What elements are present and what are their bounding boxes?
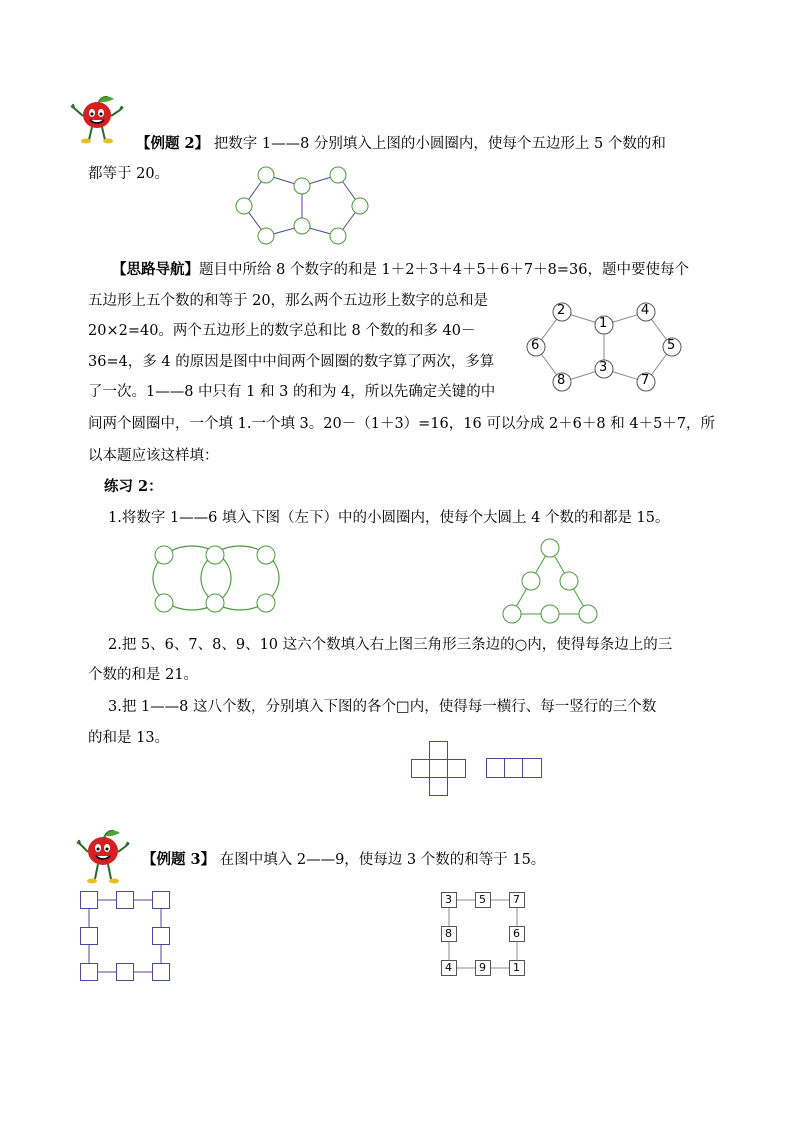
sol2-left: 6 bbox=[531, 338, 540, 353]
practice2-q1: 1.将数字 1——6 填入下图（左下）中的小圆圈内，使每个大圆上 4 个数的和都是 15。 bbox=[108, 510, 670, 526]
sol2-right: 5 bbox=[667, 338, 676, 353]
example3-line bbox=[142, 850, 545, 870]
practice2-q2-line1: 2.把 5、6、7、8、9、10 这六个数填入右上图三角形三条边的○内，使得每条边上的三 bbox=[108, 637, 673, 653]
sol3-top-mid: 5 bbox=[479, 893, 486, 906]
example2-text: 把数字 1——8 分别填入上图的小圆圈内，使每个五边形上 5 个数的和 bbox=[213, 136, 666, 152]
sol3-mid-right: 6 bbox=[513, 927, 520, 940]
sol2-top-mid: 1 bbox=[599, 316, 608, 331]
sol2-top-right: 4 bbox=[641, 303, 650, 318]
guide-line3: 20×2=40。两个五边形上的数字总和比 8 个数的和多 40－ bbox=[88, 323, 476, 339]
example3-label: 【例题 3】 bbox=[142, 851, 216, 868]
sol3-bot-mid: 9 bbox=[479, 961, 486, 974]
example2-label: 【例题 2】 bbox=[136, 135, 210, 152]
guide-line2: 五边形上五个数的和等于 20，那么两个五边形上数字的总和是 bbox=[88, 293, 489, 309]
example2-diagram bbox=[230, 164, 380, 249]
circle bbox=[258, 167, 274, 183]
sol3-mid-left: 8 bbox=[445, 927, 452, 940]
practice2-q3-line2: 的和是 13。 bbox=[88, 730, 170, 746]
sol2-top-left: 2 bbox=[557, 303, 566, 318]
sol2-bot-mid: 3 bbox=[599, 360, 608, 375]
example2-line1 bbox=[136, 134, 666, 154]
sol3-top-right: 7 bbox=[513, 893, 520, 906]
solution2-diagram bbox=[520, 298, 690, 393]
guide-text: 题目中所给 8 个数字的和是 1＋2＋3＋4＋5＋6＋7＋8=36，题中要使每个 bbox=[199, 262, 689, 278]
example3-text: 在图中填入 2——9，使每边 3 个数的和等于 15。 bbox=[219, 852, 546, 868]
practice2-ovals-diagram bbox=[148, 540, 288, 620]
example3-blank-diagram bbox=[78, 888, 174, 984]
practice2-cross-diagram bbox=[410, 741, 470, 797]
apple-mascot-icon bbox=[68, 94, 126, 146]
sol3-bot-right: 1 bbox=[513, 961, 520, 974]
example3-solution-diagram bbox=[440, 890, 530, 980]
sol2-bot-right: 7 bbox=[641, 373, 650, 388]
guide-line7: 以本题应该这样填： bbox=[88, 448, 219, 464]
practice2-title: 练习 2： bbox=[104, 478, 163, 495]
practice2-q2-line2: 个数的和是 21。 bbox=[88, 667, 199, 683]
practice2-row-diagram bbox=[486, 758, 546, 780]
guide-line1 bbox=[112, 260, 689, 280]
sol3-bot-left: 4 bbox=[445, 961, 452, 974]
guide-line6: 间两个圆圈中，一个填 1.一个填 3。20－（1＋3）=16，16 可以分成 2＋6＋8 和 4＋5＋7，所 bbox=[88, 416, 716, 432]
example2-line2: 都等于 20。 bbox=[88, 166, 170, 182]
practice2-q3-line1: 3.把 1——8 这八个数，分别填入下图的各个□内，使得每一横行、每一竖行的三个数 bbox=[108, 699, 657, 715]
guide-line4: 36=4，多 4 的原因是图中中间两个圆圈的数字算了两次，多算 bbox=[88, 354, 495, 370]
sol2-bot-left: 8 bbox=[557, 373, 566, 388]
guide-line5: 了一次。1——8 中只有 1 和 3 的和为 4，所以先确定关键的中 bbox=[88, 384, 496, 400]
apple-mascot-icon bbox=[74, 828, 132, 886]
sol3-top-left: 3 bbox=[445, 893, 452, 906]
practice2-triangle-diagram bbox=[498, 536, 608, 626]
guide-label: 【思路导航】 bbox=[112, 261, 199, 278]
